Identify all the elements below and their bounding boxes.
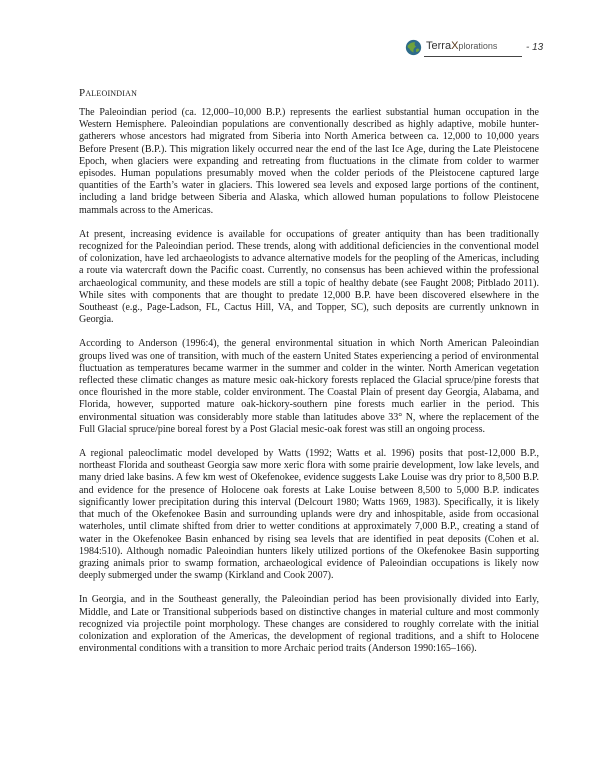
logo-x: X: [451, 40, 459, 52]
logo-wordmark: [426, 40, 497, 52]
paragraph-4: A regional paleoclimatic model developed by Watts (1992; Watts et al. 1996) posits that post-12,000 B.P., northeast Florida and southeast Georgia saw more xeric flora with some prairie development, low lake levels, and many dried lake basins. A few km west of Okefenokee, evidence suggests Lake Louise was dry prior to 8,500 B.P. and evidence for the presence of Holocene oak forests at Lake Louise between 8,500 to 5,000 B.P. indicates significantly lower precipitation during this interval (Delcourt 1980; Watts 1969, 1983). Specifically, it is likely that much of the Okefenokee Basin and surrounding uplands were dry and inhospitable, aside from occasional waterholes, until climate shifted from drier to wetter conditions at approximately 7,000 B.P., creating a stand of water in the Okefenokee Basin enhanced by rising sea levels that are identified in peat deposits (Cohen et al. 1984:510). Although nomadic Paleoindian hunters likely utilized portions of the Okefenokee Basin supporting grazing animals prior to swamp formation, archaeological evidence of Paleoindian occupations is likely now deeply submerged under the swamp (Kirkland and Cook 2007).: [79, 448, 539, 582]
header-rule: [424, 56, 522, 57]
logo-primary: Terra: [426, 40, 452, 52]
page-number: - 13: [526, 42, 544, 53]
body-text: [79, 107, 539, 667]
paragraph-2: At present, increasing evidence is available for occupations of greater antiquity than has been traditionally recognized for the Paleoindian period. These trends, along with additional deficiencies in the conventional model of colonization, have led archaeologists to advance alternative models for the peopling of the Americas, including a route via watercraft down the Pacific coast. Currently, no consensus has been achieved within the professional archaeological community, and these models are still a topic of healthy debate (see Faught 2008; Pitblado 2011). While sites with components that are thought to predate 12,000 B.P. have been discovered elsewhere in the Southeast (e.g., Page-Ladson, FL, Cactus Hill, VA, and Topper, SC), such deposits are currently unknown in Georgia.: [79, 228, 539, 326]
paragraph-5: In Georgia, and in the Southeast generally, the Paleoindian period has been provisionally divided into Early, Middle, and Late or Transitional subperiods based on distinctive changes in material culture and most commonly recognized via projectile point morphology. These changes are considered to roughly correlate with the initial colonization and exploration of the Americas, the development of regional traditions, and a shift to Holocene environmental conditions with a transition to more Archaic period traits (Anderson 1990:165–166).: [79, 594, 539, 655]
globe-logo-icon: [405, 39, 422, 56]
paragraph-3: According to Anderson (1996:4), the general environmental situation in which North American Paleoindian groups lived was one of transition, with much of the eastern United States experiencing a period of environmental fluctuation as temperatures became warmer in the summer and colder in the winter. North American vegetation reflected these climatic changes as mature mesic oak-hickory forests replaced the Glacial spruce/pine forests that once flourished in the more stable, colder environment. The Coastal Plain of present day Georgia, Alabama, and Florida, however, supported mature oak-hickory-southern pine forests much earlier in the period. This environmental situation was considerably more stable than latitudes above 33° N, where the replacement of the Full Glacial spruce/pine boreal forest by a Post Glacial mesic-oak forest was still an ongoing process.: [79, 338, 539, 435]
section-title: Paleoindian: [79, 87, 138, 99]
paragraph-1: The Paleoindian period (ca. 12,000–10,000 B.P.) represents the earliest substantial human occupation in the Western Hemisphere. Paleoindian populations are conventionally described as highly adaptive, mobile hunter-gatherers whose ancestors had migrated from Siberia into North America between ca. 12,000 to 10,000 years Before Present (B.P.). This migration likely occurred near the end of the last Ice Age, during the Late Pleistocene Epoch, when glaciers were expanding and retreating from fluctuations in the climate from colder to warmer episodes. Human populations presumably moved when the colder periods of the Pleistocene captured large quantities of the Earth’s water in glaciers. This lowered sea levels and exposed large portions of the continent, including a land bridge between Siberia and Alaska, which allowed human populations to follow Pleistocene mammals across to the Americas.: [79, 107, 539, 216]
page-header: [405, 38, 565, 62]
logo-secondary: plorations: [458, 41, 498, 51]
